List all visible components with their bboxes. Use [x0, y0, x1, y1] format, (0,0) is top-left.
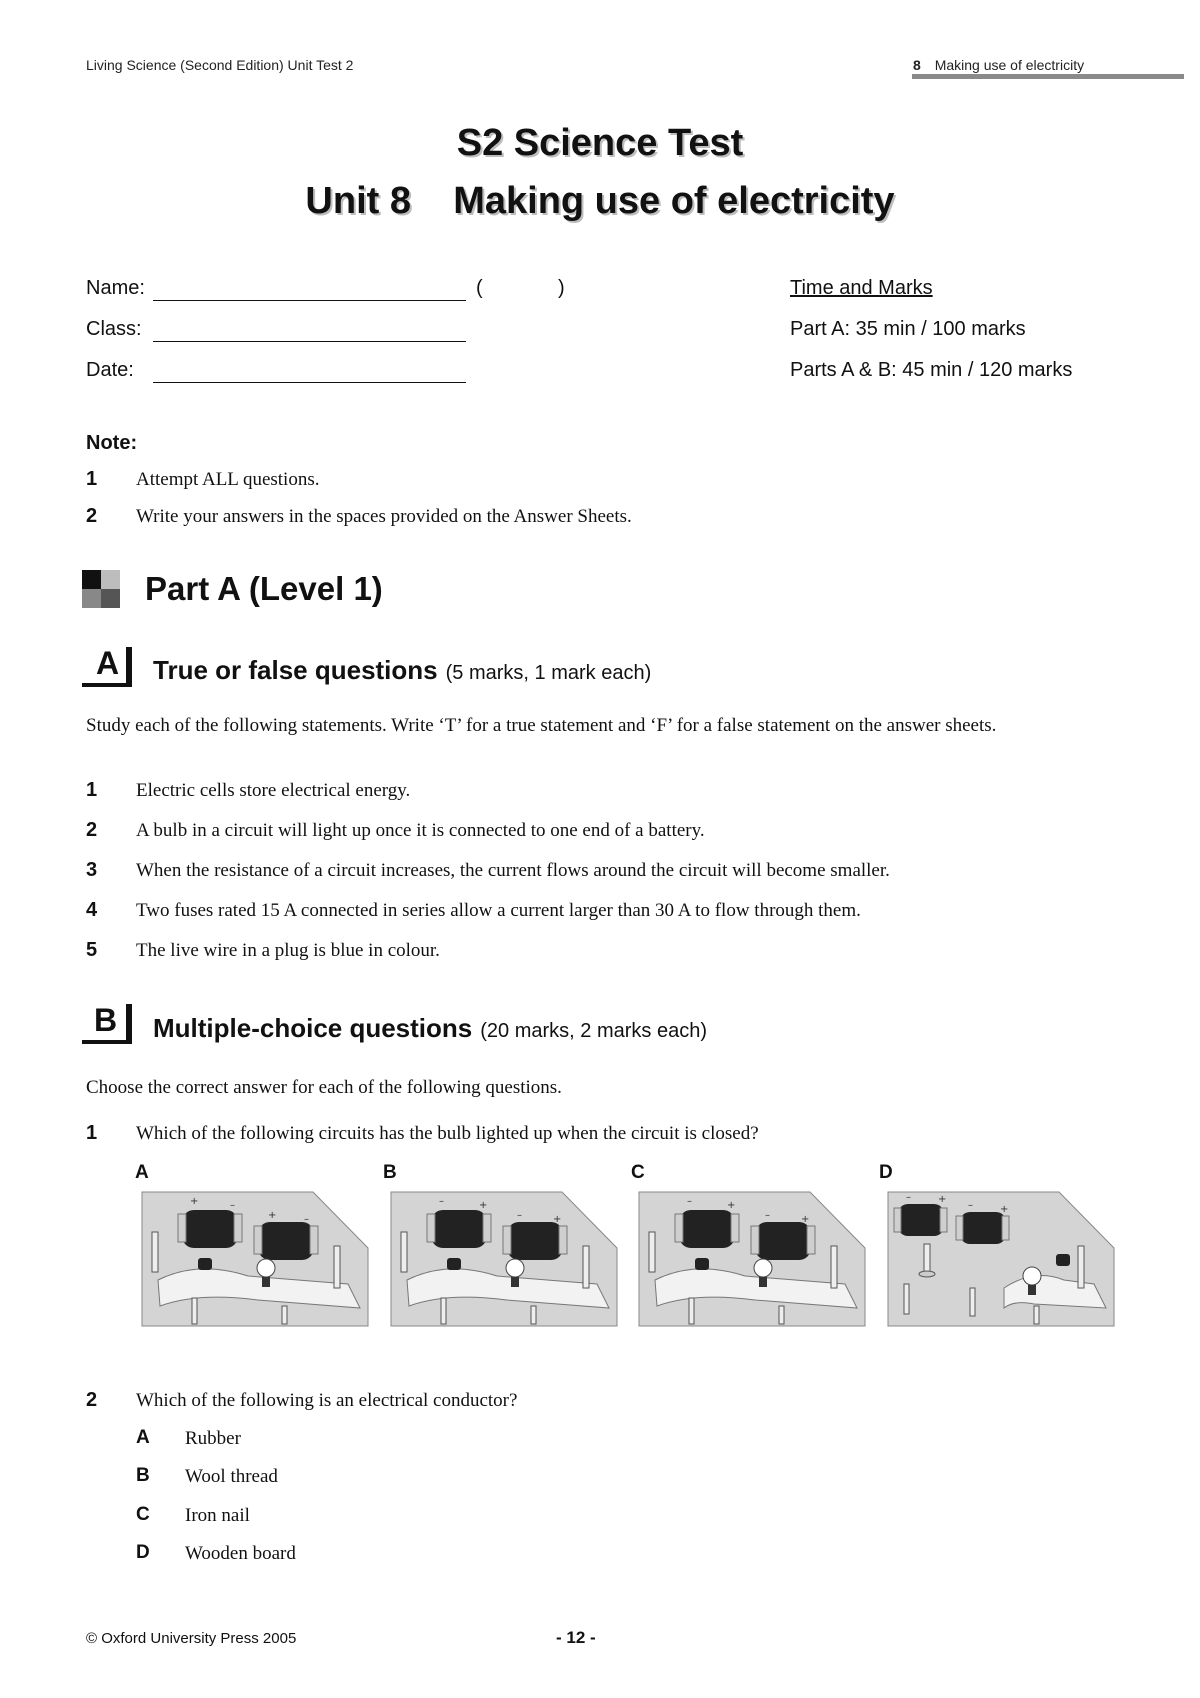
mc-question-number: 1 [86, 1122, 98, 1144]
class-label: Class: [86, 318, 142, 340]
test-title: S2 Science Test [456, 122, 744, 164]
section-a-instruction: Study each of the following statements. Write ‘T’ for a true statement and ‘F’ for a false statement on the answer sheets. [86, 715, 997, 736]
unit-title: Unit 8 Making use of electricity [305, 180, 895, 222]
mc-option-letter: A [136, 1427, 150, 1448]
circuit-board-illustration-d [884, 1188, 1116, 1330]
tf-item-text: A bulb in a circuit will light up once it is connected to one end of a battery. [136, 820, 705, 841]
mc-option-text: Iron nail [185, 1505, 250, 1526]
name-answer-line[interactable] [153, 300, 466, 301]
svg-text:+: + [727, 1200, 736, 1211]
circuit-board-illustration-c [635, 1188, 867, 1330]
svg-text:–: – [687, 1196, 692, 1207]
section-b-title: Multiple-choice questions [153, 1013, 473, 1043]
section-a-marks: (5 marks, 1 mark each) [445, 662, 652, 684]
mc-option-text: Wooden board [185, 1543, 296, 1564]
circuit-board-illustration-a [138, 1188, 370, 1330]
mc-option-text: Rubber [185, 1428, 241, 1449]
header-unit-title: Making use of electricity [934, 57, 1085, 73]
svg-text:–: – [765, 1210, 770, 1221]
section-badge-underline [82, 683, 132, 687]
section-b-letter: B [94, 1002, 118, 1038]
name-label: Name: [86, 277, 145, 299]
mc-option-text: Wool thread [185, 1466, 278, 1487]
part-a-title: Part A (Level 1) [145, 570, 383, 607]
svg-text:+: + [938, 1194, 947, 1205]
svg-text:–: – [230, 1200, 235, 1211]
mc-question-text: Which of the following circuits has the bulb lighted up when the circuit is closed? [136, 1123, 759, 1144]
section-badge-bar [126, 647, 132, 687]
section-b-badge [82, 1002, 134, 1044]
note-heading: Note: [86, 432, 138, 454]
section-b-marks: (20 marks, 2 marks each) [480, 1020, 707, 1042]
svg-text:+: + [190, 1196, 199, 1207]
part-blocks-icon [80, 568, 124, 612]
note-item-number: 2 [86, 505, 98, 527]
mc-option-letter: D [136, 1542, 150, 1563]
footer-copyright: © Oxford University Press 2005 [86, 1630, 297, 1647]
svg-text:+: + [801, 1214, 810, 1225]
section-a-badge [82, 645, 134, 687]
class-number-open-paren: ( [476, 277, 483, 299]
circuit-option-label: D [879, 1162, 893, 1183]
section-a-heading [153, 655, 651, 686]
class-answer-line[interactable] [153, 341, 466, 342]
section-b-instruction: Choose the correct answer for each of the following questions. [86, 1077, 562, 1098]
svg-text:–: – [304, 1214, 309, 1225]
mc-option-letter: C [136, 1504, 150, 1525]
circuit-option-label: A [135, 1162, 149, 1183]
page-number: - 12 - [556, 1628, 596, 1647]
circuit-board-illustration-b [387, 1188, 619, 1330]
note-item-text: Attempt ALL questions. [136, 469, 320, 490]
svg-text:+: + [553, 1214, 562, 1225]
section-badge-bar [126, 1004, 132, 1044]
svg-text:+: + [479, 1200, 488, 1211]
date-label: Date: [86, 359, 134, 381]
svg-text:–: – [906, 1192, 911, 1203]
svg-text:–: – [517, 1210, 522, 1221]
mc-option-letter: B [136, 1465, 150, 1486]
tf-item-number: 4 [86, 899, 98, 921]
section-a-letter: A [96, 645, 120, 681]
section-b-heading [153, 1013, 707, 1044]
note-item-text: Write your answers in the spaces provided on the Answer Sheets. [136, 506, 632, 527]
header-unit [913, 57, 1084, 73]
parts-ab-time: Parts A & B: 45 min / 120 marks [790, 359, 1073, 381]
date-answer-line[interactable] [153, 382, 466, 383]
tf-item-text: Two fuses rated 15 A connected in series allow a current larger than 30 A to flow through them. [136, 900, 861, 921]
class-number-close-paren: ) [558, 277, 565, 299]
section-badge-underline [82, 1040, 132, 1044]
circuit-option-label: C [631, 1162, 645, 1183]
note-item-number: 1 [86, 468, 98, 490]
svg-text:+: + [268, 1210, 277, 1221]
section-a-title: True or false questions [153, 655, 438, 685]
header-unit-number: 8 [913, 57, 921, 73]
mc-question-text: Which of the following is an electrical conductor? [136, 1390, 518, 1411]
svg-text:–: – [968, 1200, 973, 1211]
mc-question-number: 2 [86, 1389, 98, 1411]
tf-item-number: 1 [86, 779, 98, 801]
time-marks-heading: Time and Marks [790, 277, 933, 299]
tf-item-number: 2 [86, 819, 98, 841]
header-doc-title: Living Science (Second Edition) Unit Test 2 [86, 57, 354, 73]
tf-item-text: The live wire in a plug is blue in colour. [136, 940, 440, 961]
header-rule [912, 74, 1184, 79]
tf-item-text: When the resistance of a circuit increases, the current flows around the circuit will become smaller. [136, 860, 890, 881]
svg-text:–: – [439, 1196, 444, 1207]
tf-item-number: 5 [86, 939, 98, 961]
svg-text:+: + [1000, 1204, 1009, 1215]
tf-item-number: 3 [86, 859, 98, 881]
part-a-time: Part A: 35 min / 100 marks [790, 318, 1026, 340]
circuit-option-label: B [383, 1162, 397, 1183]
tf-item-text: Electric cells store electrical energy. [136, 780, 411, 801]
